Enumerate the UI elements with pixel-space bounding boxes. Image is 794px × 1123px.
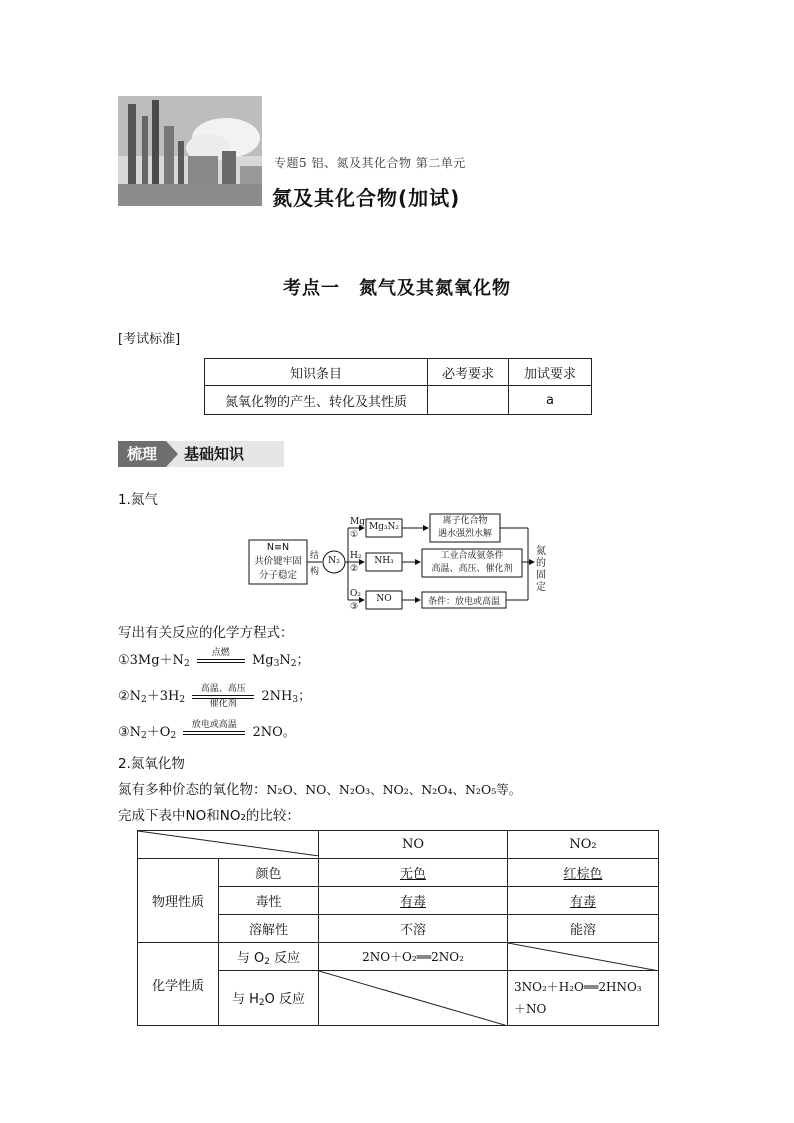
note-line: 工业合成氨条件 (440, 551, 504, 561)
compare-instruction: 完成下表中NO和NO₂的比较： (118, 808, 300, 824)
structure-label: 结 (310, 551, 320, 561)
equation-prompt: 写出有关反应的化学方程式： (118, 625, 294, 641)
structure-box (250, 541, 306, 583)
fixation-label: 氮的固定 (536, 546, 546, 593)
structure-label: 构 (310, 567, 320, 577)
table-cell: a (509, 386, 592, 415)
reagent-label: Mg (350, 517, 365, 527)
eq-lhs: N (129, 725, 142, 740)
product-box: NH₃ (374, 556, 394, 566)
section-title: 考点一 氮气及其氮氧化物 (283, 278, 511, 299)
step-number: ③ (350, 602, 359, 612)
eq-number: ① (118, 653, 130, 668)
header-cell: 必考要求 (428, 359, 509, 386)
diagonal-line (319, 971, 508, 1026)
chapter-title: 氮及其化合物(加试) (272, 186, 461, 210)
note-line: 高温、高压、催化剂 (431, 564, 513, 574)
header-cell: NO₂ (508, 831, 659, 859)
answer-cell: 有毒 (508, 887, 659, 915)
banner-arrow-icon (166, 441, 178, 467)
empty-diagonal-cell (319, 971, 508, 1026)
property-cell: 与 $O_2$ 反应 (219, 943, 319, 971)
header-cell: 知识条目 (205, 359, 428, 386)
table-row (205, 359, 592, 386)
banner-label-left: 梳理 (118, 441, 166, 467)
note-box (430, 515, 500, 541)
eq-lhs: 3Mg＋N (129, 653, 184, 668)
answer-cell: 无色 (319, 859, 508, 887)
equation-1: $①3Mg+N_2$ 点燃 $Mg_3N_2$； (118, 648, 309, 673)
table-row (138, 943, 659, 971)
eq-number: ③ (118, 725, 130, 740)
note-line: 遇水强烈水解 (437, 529, 492, 539)
n2-node: N₂ (327, 555, 341, 566)
eq-number: ② (118, 689, 130, 704)
oxides-line: 氮有多种价态的氧化物：N₂O、NO、N₂O₃、NO₂、N₂O₄、N₂O₅等。 (118, 782, 522, 798)
reagent-label: H₂ (350, 551, 362, 561)
row-group-label: 物理性质 (138, 859, 219, 943)
table-cell: 氮氧化物的产生、转化及其性质 (205, 386, 428, 415)
row-group-label: 化学性质 (138, 943, 219, 1026)
answer-cell: 有毒 (319, 887, 508, 915)
equation-3: $③N_2+O_2$ 放电或高温 2NO。 (118, 720, 296, 745)
part2-heading: 2.氮氧化物 (118, 756, 185, 772)
answer-cell: 能溶 (508, 915, 659, 943)
standard-table (204, 358, 592, 415)
empty-diagonal-cell (508, 943, 659, 971)
diagonal-line (138, 831, 319, 856)
chapter-subtitle: 专题5 铝、氮及其化合物 第二单元 (274, 156, 466, 170)
property-cell: 溶解性 (219, 915, 319, 943)
part1-heading: 1.氮气 (118, 492, 158, 508)
note-box: 条件：放电或高温 (427, 597, 500, 607)
header-factory-image (118, 96, 262, 206)
table-row (138, 859, 659, 887)
banner-label-right: 基础知识 (184, 445, 245, 463)
product-box: Mg₃N₂ (368, 522, 400, 532)
answer-cell: 3NO₂＋H₂O══2HNO₃ ＋NO (508, 971, 659, 1026)
reaction-condition: 点燃 (197, 648, 245, 673)
exam-standard-label: [考试标准] (118, 332, 181, 347)
table-cell (428, 386, 509, 415)
structure-line: 共价键牢固 (254, 556, 302, 567)
header-cell: 加试要求 (509, 359, 592, 386)
property-cell: 颜色 (219, 859, 319, 887)
step-number: ② (350, 564, 359, 574)
section-banner (118, 441, 284, 467)
property-cell: 与 $H_2O$ 反应 (219, 971, 319, 1026)
structure-line: 分子稳定 (258, 570, 297, 581)
nitrogen-diagram (248, 512, 548, 612)
eq-rhs: 2NH (261, 689, 293, 704)
step-number: ① (350, 530, 359, 540)
structure-line: N≡N (266, 542, 290, 553)
diagonal-line (508, 943, 659, 971)
table-row (205, 386, 592, 415)
eq-rhs: Mg (251, 653, 274, 668)
equation-2: $②N_2+3H_2$ 高温、高压 催化剂 $2NH_3$； (118, 684, 312, 709)
product-box: NO (376, 594, 392, 604)
reaction-condition: 高温、高压 催化剂 (192, 684, 254, 709)
eq-lhs: N (129, 689, 142, 704)
corner-cell (138, 831, 319, 859)
answer-cell: 不溶 (319, 915, 508, 943)
table-row (138, 831, 659, 859)
eq-rhs: 2NO。 (252, 725, 296, 740)
answer-cell: 红棕色 (508, 859, 659, 887)
reaction-condition: 放电或高温 (183, 720, 245, 745)
note-box (422, 550, 522, 576)
reagent-label: O₂ (350, 589, 361, 599)
compare-table (137, 830, 659, 1026)
property-cell: 毒性 (219, 887, 319, 915)
note-line: 离子化合物 (442, 516, 488, 526)
answer-cell: 2NO＋O₂══2NO₂ (319, 943, 508, 971)
header-cell: NO (319, 831, 508, 859)
